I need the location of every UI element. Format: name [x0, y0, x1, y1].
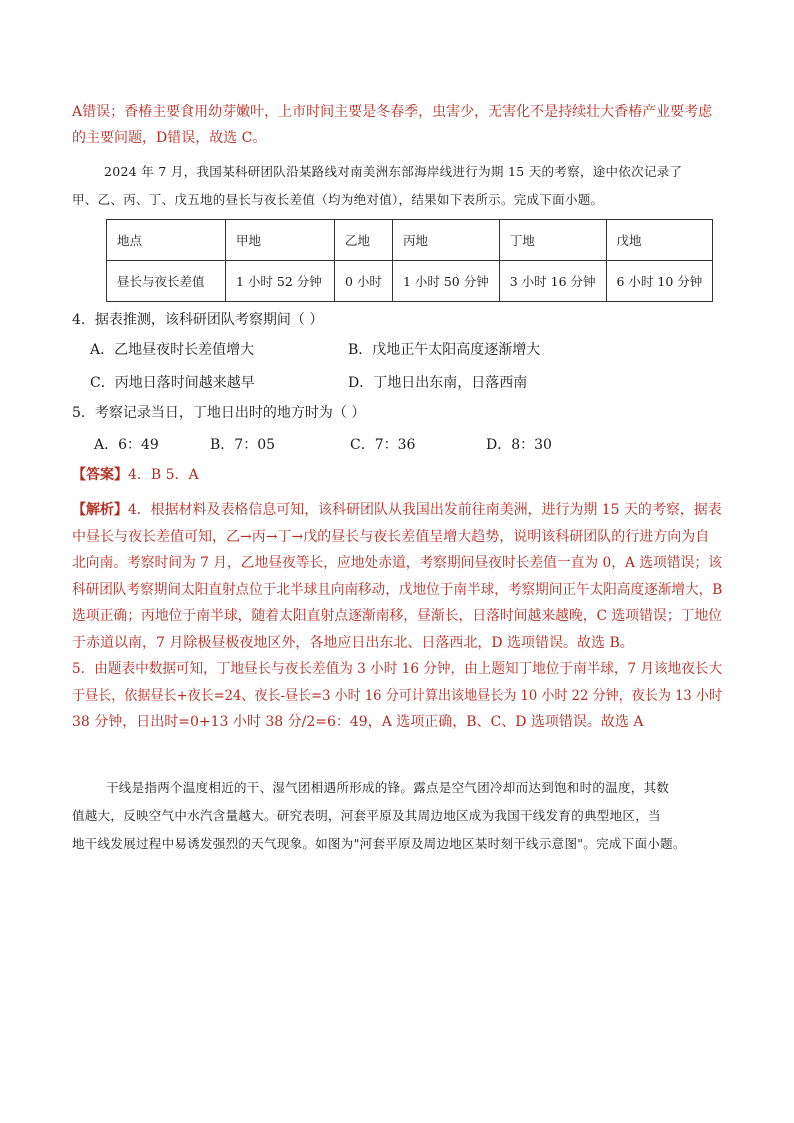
option-a: A．乙地昼夜时长差值增大 [90, 342, 255, 358]
answer-line [72, 462, 722, 488]
text-line: 38 分钟，日出时=0+13 小时 38 分/2=6：49，A 选项正确，B、C、D 选项错误。故选 A [72, 714, 644, 730]
question-stem: 4．据表推测，该科研团队考察期间（ ） [72, 312, 324, 328]
text-line: 甲、乙、丙、丁、戊五地的昼长与夜长差值（均为绝对值），结果如下表所示。完成下面小题。 [72, 192, 604, 207]
day-night-difference-table [106, 219, 713, 302]
table-cell: 3 小时 16 分钟 [499, 261, 606, 302]
table-cell: 昼长与夜长差值 [107, 261, 226, 302]
text-line: 选项正确；丙地位于南半球，随着太阳直射点逐渐南移，昼渐长，日落时间越来越晚，C 选项错误；丁地位 [72, 608, 722, 624]
text-line: 北向南。考察时间为 7 月，乙地昼夜等长，应地处赤道，考察期间昼夜时长差值一直为 0，A 选项错误；该 [72, 555, 722, 571]
table-cell: 0 小时 [335, 261, 393, 302]
table-header-row [107, 220, 713, 261]
table-cell: 丙地 [392, 220, 499, 261]
text-line: 2024 年 7 月，我国某科研团队沿某路线对南美洲东部海岸线进行为期 15 天的考察，途中依次记录了 [104, 164, 683, 179]
option-d: D．丁地日出东南，日落西南 [348, 375, 528, 391]
table-cell: 戊地 [606, 220, 713, 261]
table-cell: 地点 [107, 220, 226, 261]
option-c: C．7：36 [350, 437, 416, 453]
answer-text: 4．B 5．A [128, 467, 199, 483]
table-cell: 1 小时 52 分钟 [226, 261, 335, 302]
text-line: 地干线发展过程中易诱发强烈的天气现象。如图为"河套平原及周边地区某时刻干线示意图"。完成下面小题。 [72, 836, 686, 851]
text-line: 的主要问题，D错误，故选 C。 [72, 130, 267, 146]
material-paragraph-1 [72, 158, 722, 214]
text-line: 值越大，反映空气中水汽含量越大。研究表明，河套平原及其周边地区成为我国干线发育的典型地区，当 [72, 808, 661, 823]
text-line: 5．由题表中数据可知，丁地昼长与夜长差值为 3 小时 16 分钟，由上题知丁地位于南半球，7 月该地夜长大 [72, 661, 723, 677]
question-5-stem [72, 400, 722, 426]
table-cell: 1 小时 50 分钟 [392, 261, 499, 302]
analysis-block [72, 497, 722, 736]
option-d: D．8：30 [486, 437, 552, 453]
option-c: C．丙地日落时间越来越早 [90, 375, 255, 391]
option-a: A．6：49 [94, 437, 159, 453]
text-line: 4．根据材料及表格信息可知，该科研团队从我国出发前往南美洲，进行为期 15 天的考察，据表 [127, 502, 722, 518]
material-paragraph-2 [72, 774, 722, 858]
text-line: A错误；香椿主要食用幼芽嫩叶，上市时间主要是冬春季，虫害少，无害化不是持续壮大香椿产业要考虑 [72, 104, 713, 120]
text-line: 于赤道以南，7 月除极昼极夜地区外，各地应日出东北、日落西北，D 选项错误。故选 B。 [72, 634, 634, 651]
table-cell: 6 小时 10 分钟 [606, 261, 713, 302]
option-b: B．7：05 [210, 437, 276, 453]
text-line: 中昼长与夜长差值可知，乙→丙→丁→戊的昼长与夜长差值呈增大趋势，说明该科研团队的行进方向为自 [72, 528, 710, 545]
analysis-tag: 【解析】 [72, 502, 128, 518]
table-cell: 乙地 [335, 220, 393, 261]
previous-answer-tail [72, 99, 722, 151]
text-line: 于昼长，依据昼长+夜长=24、夜长-昼长=3 小时 16 分可计算出该地昼长为 10 小时 22 分钟，夜长为 13 小时 [72, 687, 723, 704]
text-line: 科研团队考察期间太阳直射点位于北半球且向南移动，戊地位于南半球，考察期间正午太阳高度逐渐增大，B [72, 581, 723, 598]
answer-tag: 【答案】 [72, 467, 128, 483]
question-stem: 5．考察记录当日，丁地日出时的地方时为（ ） [72, 405, 366, 421]
text-line: 干线是指两个温度相近的干、湿气团相遇所形成的锋。露点是空气团冷却而达到饱和时的温度，其数 [106, 780, 670, 795]
option-b: B．戊地正午太阳高度逐渐增大 [348, 342, 541, 358]
question-4-stem [72, 307, 722, 333]
table-cell: 丁地 [499, 220, 606, 261]
table-row [107, 261, 713, 302]
table-cell: 甲地 [226, 220, 335, 261]
